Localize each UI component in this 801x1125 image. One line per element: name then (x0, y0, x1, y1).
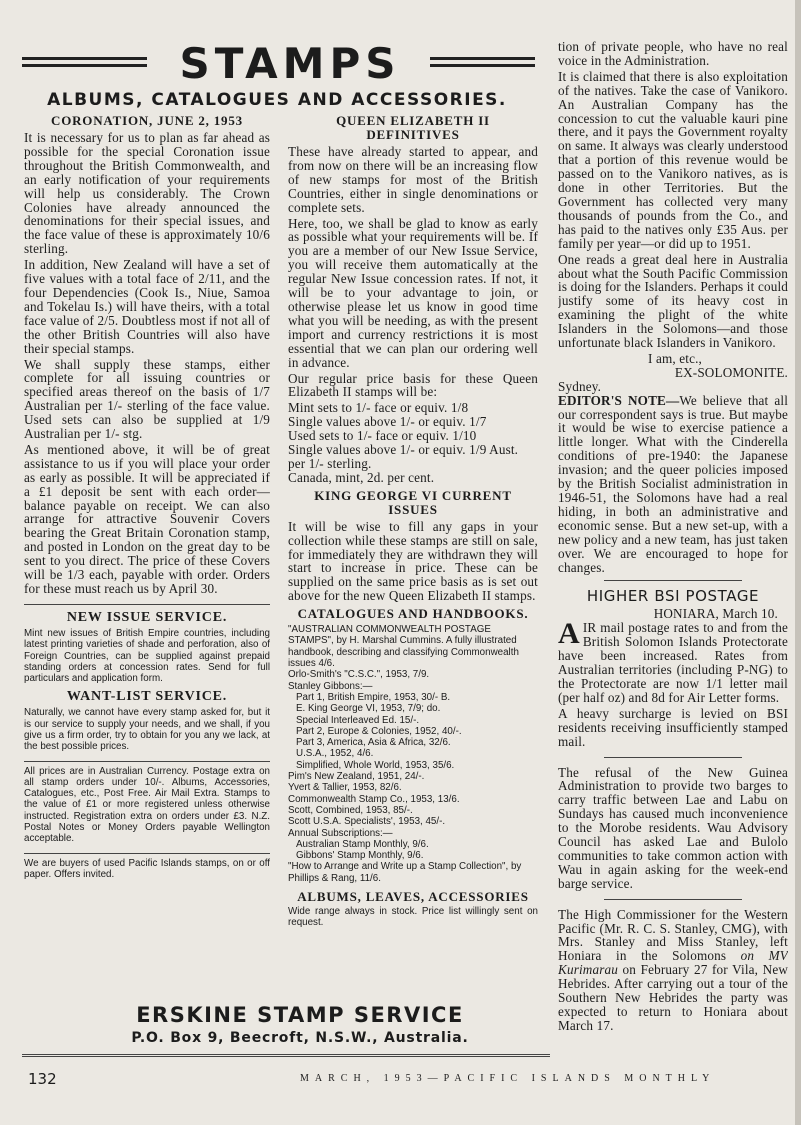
coronation-p4: As mentioned above, it will be of great assistance to us if you will place your order as early as possible. It will be appreciated if a £1 deposit be sent with each order—balance payable on receipt. We can also arrange for attractive Souvenir Covers bearing the Great Britain Coronation stamp, and posted in London on the great day to be sent to you direct. The price of these Covers will be 1/3 each, payable with order. Orders for these must reach us by April 30. (24, 441, 270, 596)
bsi-p1 (558, 617, 788, 705)
page-edge-shadow (795, 0, 801, 1125)
bsi-dateline: HONIARA, March 10. (653, 606, 778, 622)
catalogue-entry: Commonwealth Stamp Co., 1953, 13/6. (288, 793, 460, 805)
bsi-p1-text: IR mail postage rates to and from the British Solomon Islands Protectorate have been increased. Rates from Australian territories (including P-NG) to the Protectorate are now 1/1 letter mail (per half oz) and 8d for Air Letter forms. (558, 620, 788, 705)
qe2-rates (288, 401, 538, 484)
letter-p2: It is claimed that there is also exploitation of the natives. Take the case of Vanikoro. An Australian Company has the concession to cut the valuable kauri pine there, and it pays the Government royalty on same. It always was clearly understood that a portion of this revenue would be passed on to the Vanikoro natives, as is done in other Territories. But the Government has collected very many thousands of pounds from the Co., and has paid to the natives only £35 Aus. per family per year—or did up to 1951. (558, 68, 788, 251)
ad-column-left (24, 114, 270, 994)
divider (24, 853, 270, 854)
letter-signature: EX-SOLOMONITE. (674, 364, 788, 380)
catalogue-entry: Part 1, British Empire, 1953, 30/- B. (296, 691, 451, 703)
ad-bottom-rule (22, 1054, 550, 1057)
catalogue-entry: Simplified, Whole World, 1953, 35/6. (296, 759, 455, 771)
letter-place: Sydney. (558, 378, 602, 394)
want-list-text: Naturally, we cannot have every stamp asked for, but it is our service to supply your needs, and we shall, if you give us a firm order, try to obtain for you any we lack, at the best possible prices. (24, 707, 270, 753)
running-title: MARCH, 1953—PACIFIC ISLANDS MONTHLY (300, 1073, 716, 1084)
qe2-body (288, 145, 538, 485)
divider (604, 899, 742, 900)
qe2-p2: Here, too, we shall be glad to know as early as possible what your requirements will be. If you are a member of our New Issue Service, you will receive them automatically at the regular New Issue concession rates. If not, it will be to your advantage to join, or otherwise please let us know in good time what you will be needing, as with the present import and currency restrictions it is most essential that we can plan our ordering well in advance. (288, 215, 538, 370)
letter-p1: tion of private people, who have no real voice in the Administration. (558, 40, 788, 68)
catalogue-entry: Gibbons' Stamp Monthly, 9/6. (296, 850, 424, 862)
rate-line: Single values above 1/- or equiv. 1/9 Aust. per 1/- sterling. (288, 442, 519, 471)
editor-note (558, 394, 788, 575)
ad-title: STAMPS (179, 39, 401, 88)
bsi-p2: A heavy surcharge is levied on BSI residents receiving insufficiently stamped mail. (558, 705, 788, 749)
ad-subtitle: ALBUMS, CATALOGUES AND ACCESSORIES. (47, 90, 507, 110)
divider (604, 757, 742, 758)
catalogue-entry: Special Interleaved Ed. 15/-. (296, 714, 420, 726)
catalogue-entry: Orlo-Smith's "C.S.C.", 1953, 7/9. (288, 669, 430, 681)
catalogue-entry: "How to Arrange and Write up a Stamp Collection", by Phillips & Rang, 11/6. (288, 861, 522, 884)
divider (24, 604, 270, 605)
header-rule-right-2 (430, 64, 535, 67)
qe2-p3: Our regular price basis for these Queen Elizabeth II stamps will be: (288, 370, 538, 400)
catalogue-entry: Scott, Combined, 1953, 85/-. (288, 804, 413, 816)
letter-signoff: I am, etc., (648, 350, 703, 366)
catalogue-list (288, 624, 538, 884)
kg6-heading: KING GEORGE VI CURRENT ISSUES (314, 487, 512, 517)
qe2-heading: QUEEN ELIZABETH II DEFINITIVES (336, 114, 490, 142)
new-issue-heading: NEW ISSUE SERVICE. (66, 609, 228, 625)
catalogue-entry: E. King George VI, 1953, 7/9; do. (296, 703, 441, 715)
coronation-body (24, 131, 270, 596)
catalogue-entry: Scott U.S.A. Specialists', 1953, 45/-. (288, 816, 446, 828)
ship-name: on MV Kurimarau (558, 948, 788, 978)
rate-line: Canada, mint, 2d. per cent. (288, 469, 435, 485)
drop-cap: A (558, 617, 580, 651)
catalogue-entry: Stanley Gibbons:— (288, 680, 373, 692)
coronation-p2: In addition, New Zealand will have a set of five values with a total face of 2/11, and the four Dependencies (Cook Is., Niue, Samoa and Tokelau Is.) will have theirs, with a total face value of 2/5. Doubtless most if not all of the other British Countries will also have their special stamps. (24, 257, 270, 356)
editor-note-text: We believe that all our correspondent says is true. But maybe it would be wise to exercise patience a little longer. What with the Cinderella conditions of pre-1940: the Japanese invasion; and the queer policies imposed by the British Socialist administration in 1946-51, the Solomons have had a real hiding, in both an administrative and economic sense. But a new set-up, with a new policy and a new team, has just taken over. We are encouraged to hope for changes. (558, 392, 788, 575)
header-rule-right (430, 57, 535, 60)
catalogue-entry: Annual Subscriptions:— (288, 827, 393, 839)
letter-body (558, 40, 788, 574)
albums-text: Wide range always in stock. Price list willingly sent on request. (288, 906, 538, 929)
catalogue-entry: "AUSTRALIAN COMMONWEALTH POSTAGE STAMPS", by H. Marshal Cummins. A fully illustrated handbook, describing and classifying Commonwealth issues 4/6. (288, 624, 519, 670)
editor-note-label: EDITOR'S NOTE— (558, 392, 680, 408)
catalogue-entry: U.S.A., 1952, 4/6. (296, 748, 374, 760)
coronation-p1: It is necessary for us to plan as far ahead as possible for the special Coronation issue throughout the British Commonwealth, and an early notification of your requirements will help us considerably. The Crown Colonies have already announced the denominations for their special issues, and the face value of these is approximately 10/6 sterling. (24, 130, 270, 257)
letter-p3: One reads a great deal here in Australia about what the South Pacific Commission is doing for the Islanders. Perhaps it could justify some of its heavy cost in examining the plight of the white Islanders in the Solomons—and those unfortunate black Islanders in Vanikoro. (558, 251, 788, 351)
company-address: P.O. Box 9, Beecroft, N.S.W., Australia. (131, 1030, 469, 1046)
high-commissioner-p: The High Commissioner for the Western Pacific (Mr. R. C. S. Stanley, CMG), with Mrs. Stanley and Miss Stanley, left Honiara in the Solomons on MV Kurimarau on February 27 for Vila, New Hebrides. After carrying out a tour of the Southern New Hebrides the party was expected to return to Honiara about March 17. (558, 906, 788, 1033)
rate-line: Single values above 1/- or equiv. 1/7 (288, 414, 487, 430)
catalogue-entry: Australian Stamp Monthly, 9/6. (296, 838, 429, 850)
rate-line: Used sets to 1/- face or equiv. 1/10 (288, 428, 477, 444)
company-name: ERSKINE STAMP SERVICE (136, 1003, 464, 1027)
prices-note: All prices are in Australian Currency. Postage extra on all stamp orders under 10/-. Albums, Accessories, Catalogues, etc., Post Free. Air Mail Extra. Stamps to the value of £1 or more registered unless otherwise instructed. Registration extra on orders under £3. N.Z. Postal Notes or Money Orders payable Wellington acceptable. (24, 765, 270, 845)
catalogue-entry: Part 3, America, Asia & Africa, 32/6. (296, 737, 451, 749)
catalogue-entry: Yvert & Tallier, 1953, 82/6. (288, 782, 402, 794)
kg6-text: It will be wise to fill any gaps in your collection while these stamps are still on sale, for immediately they are withdrawn they will start to increase in price. These can be supplied on the same price basis as is set out above for the new Queen Elizabeth II stamps. (288, 518, 538, 604)
ad-column-middle (288, 114, 538, 994)
catalogues-heading: CATALOGUES AND HANDBOOKS. (297, 606, 529, 622)
buyers-note: We are buyers of used Pacific Islands stamps, on or off paper. Offers invited. (24, 857, 270, 880)
page-number: 132 (28, 1070, 57, 1088)
want-list-heading: WANT-LIST SERVICE. (66, 689, 228, 705)
bsi-body (558, 617, 788, 749)
new-issue-text: Mint new issues of British Empire countries, including latest printing varieties of shade and perforation, also of Foreign Countries, can be supplied against prepaid standing orders at concession rates. Send for full particulars and application form. (24, 627, 270, 685)
catalogue-entry: Part 2, Europe & Colonies, 1952, 40/-. (296, 725, 462, 737)
coronation-p3: We shall supply these stamps, either complete for all issuing countries or specified areas thereof on the basis of 1/7 Australian per 1/- sterling of the face value. Used sets can also be supplied at 1/9 Australian per 1/- stg. (24, 356, 270, 442)
qe2-p1: These have already started to appear, and from now on there will be an increasing flow of new stamps for most of the British Countries, either in single denominations or complete sets. (288, 144, 538, 215)
albums-heading: ALBUMS, LEAVES, ACCESSORIES (297, 889, 529, 905)
guinea-p: The refusal of the New Guinea Administration to provide two barges to carry traffic between Lae and Labu on Sundays has caused much inconvenience to the Morobe residents. Wau Advisory Council has asked Lae and Bulolo communities to take common action with Wau in again asking for the week-end barge service. (558, 764, 788, 891)
catalogue-entry: Pim's New Zealand, 1951, 24/-. (288, 771, 425, 783)
bsi-heading: HIGHER BSI POSTAGE (586, 587, 760, 606)
editorial-column (558, 40, 788, 1058)
divider (24, 761, 270, 762)
coronation-heading: CORONATION, JUNE 2, 1953 (51, 114, 243, 128)
divider (604, 580, 742, 581)
rate-line: Mint sets to 1/- face or equiv. 1/8 (288, 400, 469, 416)
header-rule-left (22, 57, 147, 60)
header-rule-left-2 (22, 64, 147, 67)
